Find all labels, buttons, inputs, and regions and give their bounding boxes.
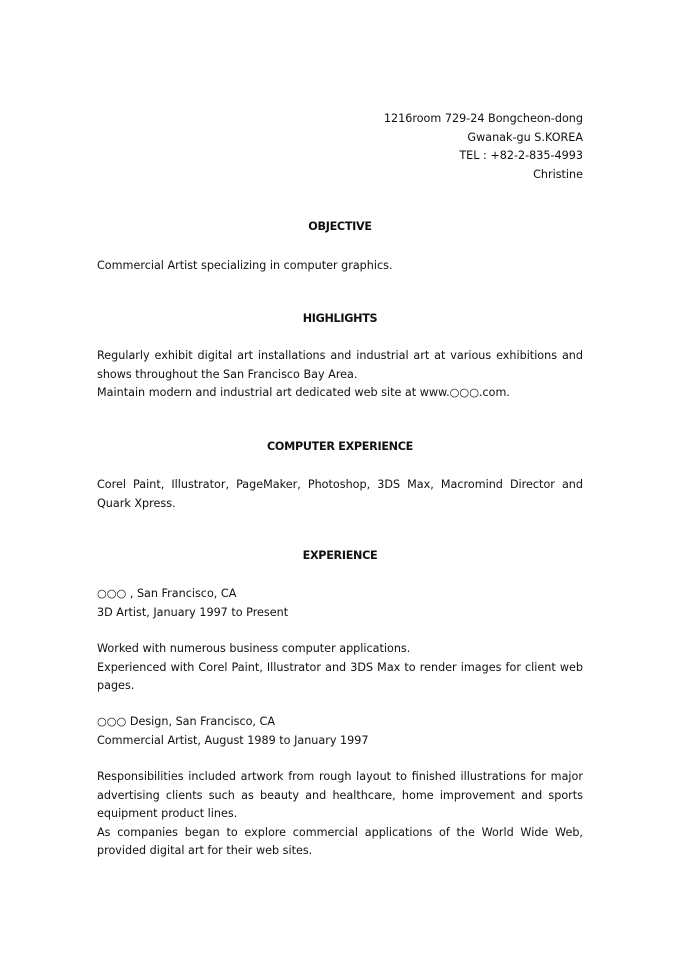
computer-experience-text: Corel Paint, Illustrator, PageMaker, Photoshop, 3DS Max, Macromind Director and Quark Xpress. <box>97 478 583 510</box>
highlights-list <box>97 347 583 403</box>
job-1-duty-1: Worked with numerous business computer applications. <box>97 642 411 655</box>
job-2-company: ○○○ Design, San Francisco, CA <box>97 715 276 728</box>
highlight-item-1: Regularly exhibit digital art installations and industrial art at various exhibitions and shows throughout the San Francisco Bay Area. <box>97 349 583 381</box>
job-2-duty-2: As companies began to explore commercial applications of the World Wide Web, provided digital art for their web sites. <box>97 825 583 857</box>
job-2-title: Commercial Artist, August 1989 to January 1997 <box>97 733 369 747</box>
highlight-item-2: Maintain modern and industrial art dedicated web site at www.○○○.com. <box>97 386 510 399</box>
job-1-duties <box>97 640 583 696</box>
contact-address <box>384 110 583 184</box>
job-1-title: 3D Artist, January 1997 to Present <box>97 605 289 619</box>
job-1-header <box>97 585 583 622</box>
name-line: Christine <box>533 167 583 181</box>
job-2-duties <box>97 768 583 861</box>
objective-text: Commercial Artist specializing in computer graphics. <box>97 259 393 272</box>
phone-line: TEL : +82-2-835-4993 <box>459 149 583 162</box>
job-1-duty-2: Experienced with Corel Paint, Illustrator and 3DS Max to render images for client web pages. <box>97 660 583 692</box>
job-1-company: ○○○ , San Francisco, CA <box>97 587 237 600</box>
job-2-header <box>97 713 583 750</box>
job-2-duty-1: Responsibilities included artwork from rough layout to finished illustrations for major advertising clients such as beauty and healthcare, home improvement and sports equipment product lines. <box>97 770 583 820</box>
address-line-1: 1216room 729-24 Bongcheon-dong <box>383 112 583 125</box>
address-line-2: Gwanak-gu S.KOREA <box>467 130 583 144</box>
highlights-heading: HIGHLIGHTS <box>302 312 378 325</box>
computer-experience-heading: COMPUTER EXPERIENCE <box>267 440 413 453</box>
experience-heading: EXPERIENCE <box>302 549 378 562</box>
objective-heading: OBJECTIVE <box>308 220 372 233</box>
